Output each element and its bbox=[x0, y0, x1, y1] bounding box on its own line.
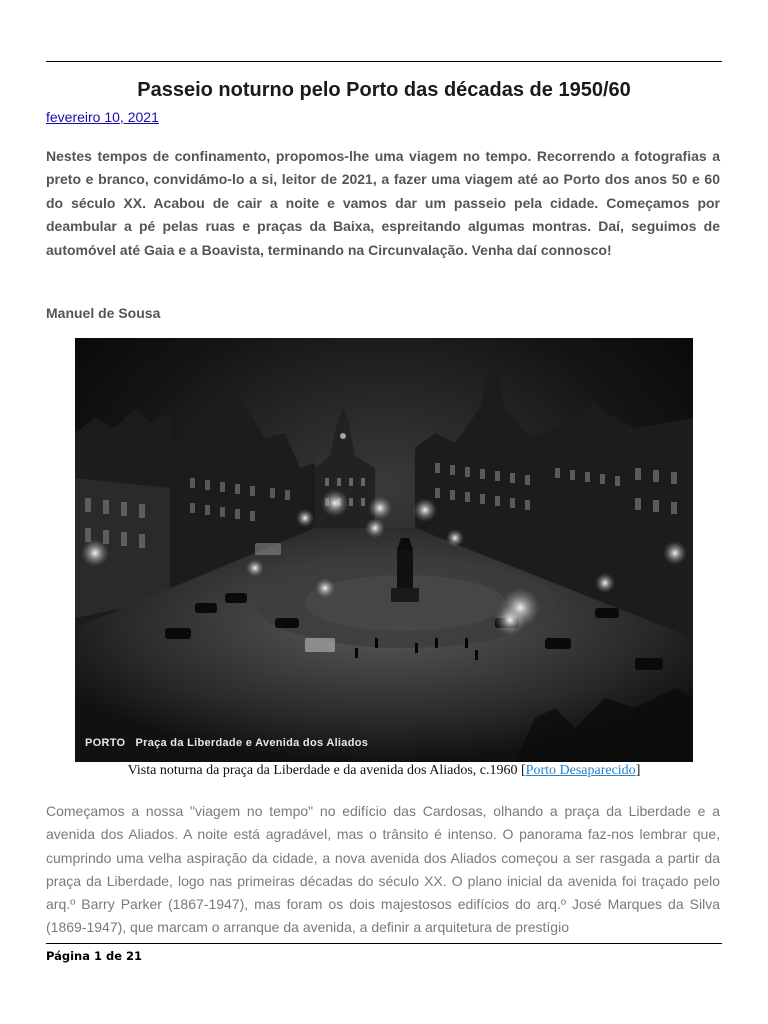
footer-rule bbox=[46, 943, 722, 944]
photo-inner-caption: PORTO Praça da Liberdade e Avenida dos Aliados bbox=[85, 737, 369, 749]
photo-caption-end: ] bbox=[635, 763, 641, 778]
article-author: Manuel de Sousa bbox=[46, 305, 161, 321]
night-city-photo bbox=[75, 338, 693, 762]
photo-caption bbox=[46, 762, 722, 780]
article-photo bbox=[75, 338, 693, 762]
article-body: Começamos a nossa "viagem no tempo" no edifício das Cardosas, olhando a praça da Liberdade e a avenida dos Aliados. A noite está agradável, mas o trânsito é intenso. O panorama faz-nos lembrar que, cumprindo uma velha aspiração da cidade, a nova avenida dos Aliados começou a ser rasgada a partir da praça da Liberdade, logo nas primeiras décadas do século XX. O plano inicial da avenida foi traçado pelo arq.º Barry Parker (1867-1947), mas foram os dois majestosos edifícios do arq.º José Marques da Silva (1869-1947), que marcam o arranque da avenida, a definir a arquitetura de prestígio bbox=[46, 803, 720, 936]
photo-caption-text: Vista noturna da praça da Liberdade e da avenida dos Aliados, c.1960 [ bbox=[127, 763, 526, 778]
page-number: Página 1 de 21 bbox=[46, 949, 143, 963]
photo-source-link[interactable]: Porto Desaparecido bbox=[525, 763, 636, 778]
article-date-link[interactable]: fevereiro 10, 2021 bbox=[46, 109, 159, 125]
article-title: Passeio noturno pelo Porto das décadas de 1950/60 bbox=[137, 79, 631, 101]
article-lead: Nestes tempos de confinamento, propomos-lhe uma viagem no tempo. Recorrendo a fotografias a preto e branco, convidámo-lo a si, leitor de 2021, a fazer uma viagem até ao Porto dos anos 50 e 60 do século XX. Acabou de cair a noite e vamos dar um passeio pela cidade. Começamos por deambular a pé pelas ruas e praças da Baixa, espreitando algumas montras. Daí, seguimos de automóvel até Gaia e a Boavista, terminando na Circunvalação. Venha daí connosco! bbox=[46, 148, 720, 258]
header-rule bbox=[46, 61, 722, 62]
